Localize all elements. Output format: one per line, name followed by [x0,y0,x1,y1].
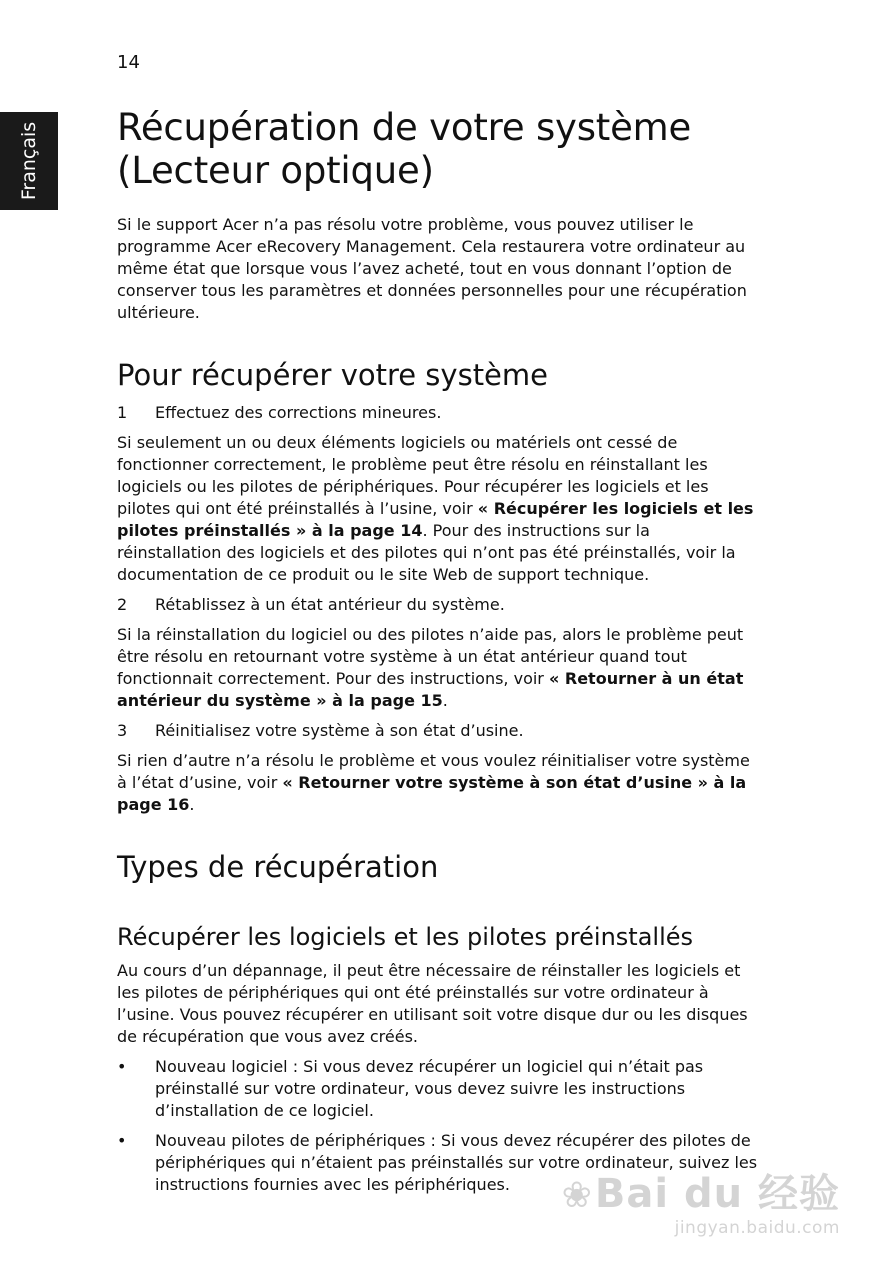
page-number: 14 [117,52,140,73]
watermark-logo: ❀Bai du 经验 [561,1171,840,1217]
baidu-watermark [562,1172,840,1238]
cross-reference-link[interactable]: « Retourner votre système à son état d’usine » à la page 16 [117,773,747,814]
step-text: Réinitialisez votre système à son état d’usine. [155,721,524,740]
side-tab-label: Français [18,121,40,201]
step-text: Effectuez des corrections mineures. [155,403,442,422]
cross-reference-link[interactable]: « Récupérer les logiciels et les pilotes préinstallés » à la page 14 [117,499,754,540]
bullet-icon: • [117,1131,127,1150]
step-number: 1 [117,403,128,422]
step-3 [117,720,759,742]
bullet-text: Nouveau logiciel : Si vous devez récupérer un logiciel qui n’était pas préinstallé sur votre ordinateur, vous devez suivre les instructions d’installation de ce logiciel. [155,1057,704,1120]
step-number: 3 [117,721,128,740]
watermark-url: jingyan.baidu.com [674,1218,840,1238]
step-3-body: Si rien d’autre n’a résolu le problème et vous voulez réinitialiser votre système à l’état d’usine, voir « Retourner votre système à son état d’usine » à la page 16. [117,751,750,814]
intro-paragraph: Si le support Acer n’a pas résolu votre problème, vous pouvez utiliser le programme Acer eRecovery Management. Cela restaurera votre ordinateur au même état que lorsque vous l’avez acheté, tout en vous donnant l’option de conserver tous les paramètres et données personnelles pour une récupération ultérieure. [117,215,747,322]
page-title: Récupération de votre système (Lecteur optique) [117,106,692,192]
page-content [117,106,759,1204]
cross-reference-link[interactable]: « Retourner à un état antérieur du système » à la page 15 [117,669,744,710]
subheading-recover-preinstalled: Récupérer les logiciels et les pilotes préinstallés [117,923,693,951]
step-1-body: Si seulement un ou deux éléments logiciels ou matériels ont cessé de fonctionner correctement, le problème peut être résolu en réinstallant les logiciels ou les pilotes de périphériques. Pour récupérer les logiciels et les pilotes qui ont été préinstallés à l’usine, voir « Récupérer les logiciels et les pilotes préinstallés » à la page 14. Pour des instructions sur la réinstallation des logiciels et des pilotes qui n’ont pas été préinstallés, voir la documentation de ce produit ou le site Web de support technique. [117,433,754,584]
language-side-tab [0,112,58,210]
paw-icon: ❀ [561,1175,593,1216]
step-text: Rétablissez à un état antérieur du système. [155,595,505,614]
step-2-body: Si la réinstallation du logiciel ou des pilotes n’aide pas, alors le problème peut être résolu en retournant votre système à un état antérieur quand tout fonctionnait correctement. Pour des instructions, voir « Retourner à un état antérieur du système » à la page 15. [117,625,744,710]
recovery-types-paragraph: Au cours d’un dépannage, il peut être nécessaire de réinstaller les logiciels et les pilotes de périphériques qui ont été préinstallés sur votre ordinateur à l’usine. Vous pouvez récupérer en utilisant soit votre disque dur ou les disques de récupération que vous avez créés. [117,961,748,1046]
bullet-text: Nouveau pilotes de périphériques : Si vous devez récupérer des pilotes de périphériques qui n’étaient pas préinstallés sur votre ordinateur, suivez les instructions fournies avec les périphériques. [155,1131,758,1194]
section-heading-recovery-types: Types de récupération [117,850,439,884]
step-2 [117,594,759,616]
step-1 [117,402,759,424]
bullet-item [117,1056,759,1122]
bullet-icon: • [117,1057,127,1076]
step-number: 2 [117,595,128,614]
section-heading-recover-system: Pour récupérer votre système [117,358,548,392]
